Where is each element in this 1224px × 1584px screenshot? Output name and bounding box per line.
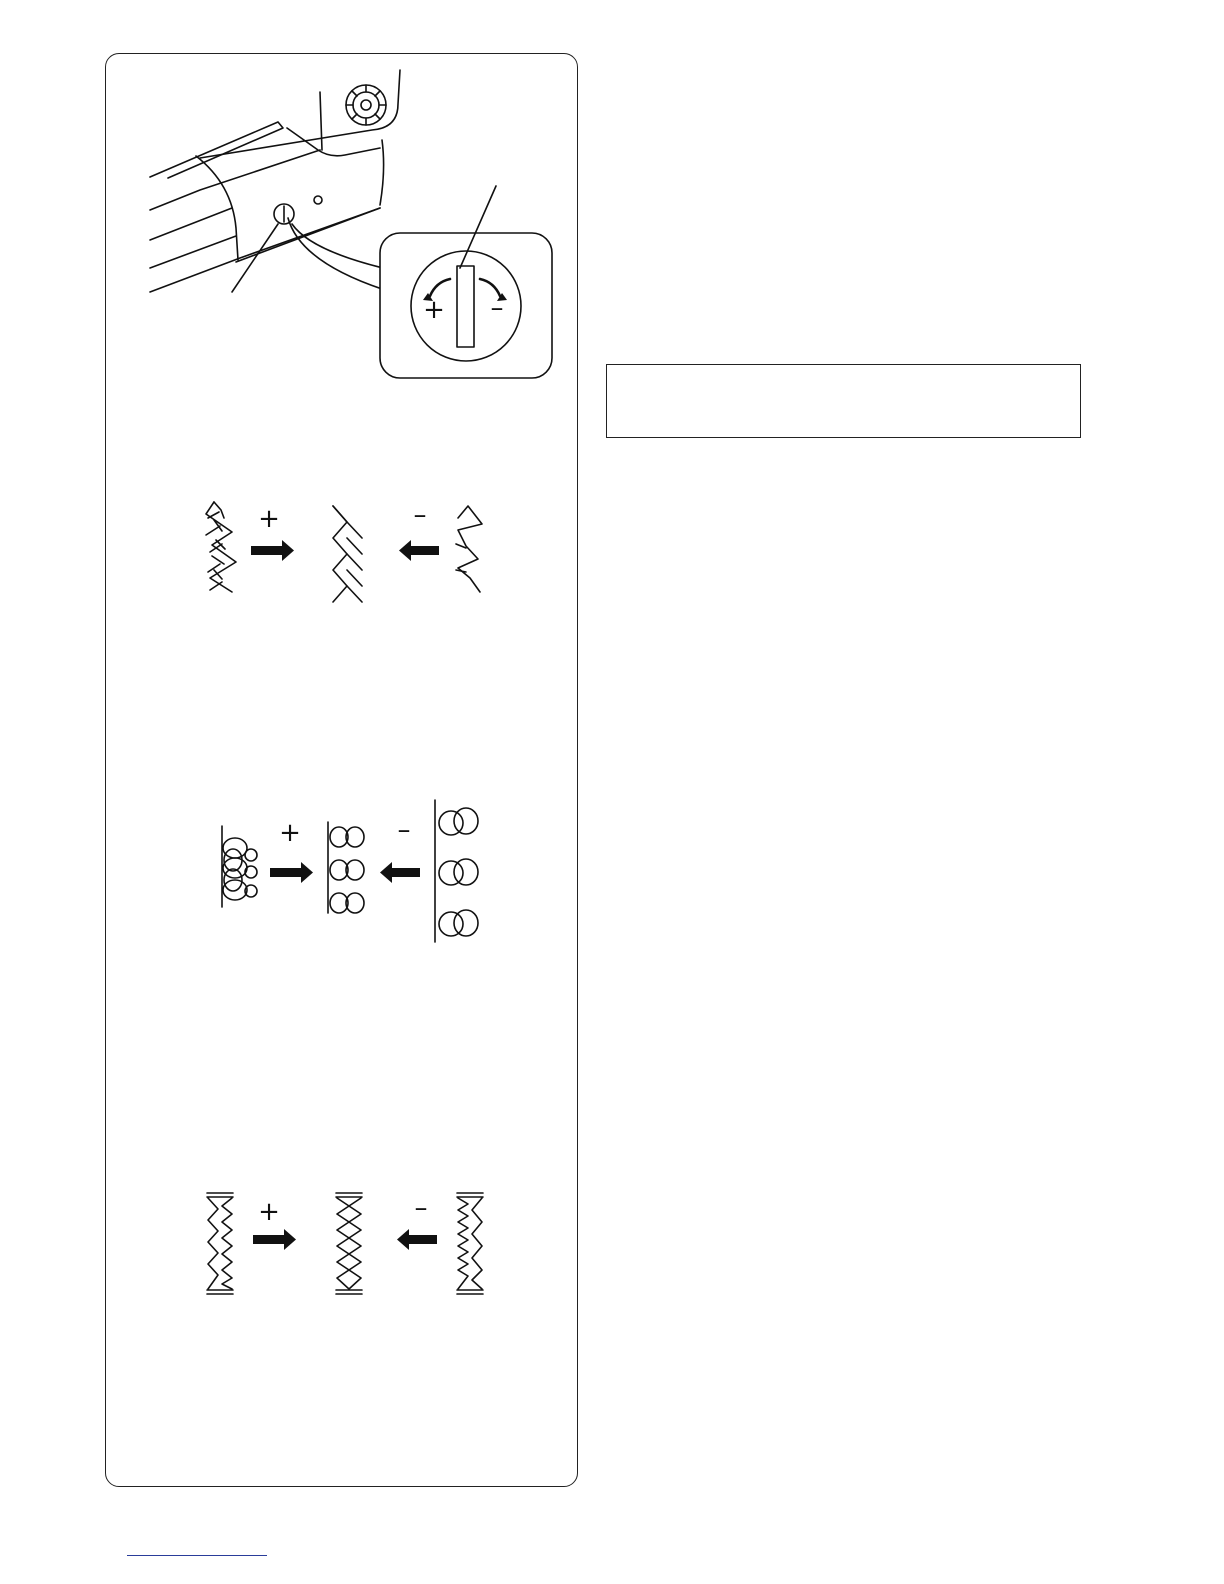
plus-label: + bbox=[258, 504, 280, 534]
stitch-row-1 bbox=[206, 500, 482, 602]
minus-arrow-left-icon bbox=[397, 1229, 437, 1250]
footer-rule bbox=[127, 1555, 267, 1556]
plus-label: + bbox=[258, 1197, 280, 1227]
stitch-sample-compressed bbox=[207, 1193, 233, 1294]
dial-plus-label: + bbox=[423, 295, 445, 325]
stitch-row-2 bbox=[222, 800, 478, 942]
stitch-sample-stretched bbox=[435, 800, 478, 942]
plus-arrow-right-icon bbox=[251, 540, 294, 561]
plus-arrow-right-icon bbox=[270, 862, 313, 883]
minus-arrow-left-icon bbox=[380, 862, 420, 883]
stitch-sample-normal bbox=[336, 1193, 362, 1294]
stitch-row-3 bbox=[207, 1193, 483, 1294]
plus-label: + bbox=[279, 818, 301, 848]
minus-label: – bbox=[414, 1193, 428, 1223]
minus-arrow-left-icon bbox=[399, 540, 439, 561]
stitch-sample-compressed bbox=[206, 502, 236, 592]
minus-label: – bbox=[413, 500, 427, 530]
minus-label: – bbox=[397, 815, 411, 845]
plus-arrow-right-icon bbox=[253, 1229, 296, 1250]
stitch-sample-stretched bbox=[457, 1193, 483, 1294]
dial-minus-label: – bbox=[490, 293, 504, 323]
note-box bbox=[606, 364, 1081, 438]
stitch-sample-normal bbox=[333, 506, 362, 602]
machine-arm-drawing bbox=[150, 70, 400, 292]
dial-callout bbox=[380, 186, 552, 378]
stitch-sample-normal bbox=[328, 822, 364, 913]
stitch-sample-stretched bbox=[456, 506, 482, 592]
stitch-sample-compressed bbox=[222, 826, 257, 907]
